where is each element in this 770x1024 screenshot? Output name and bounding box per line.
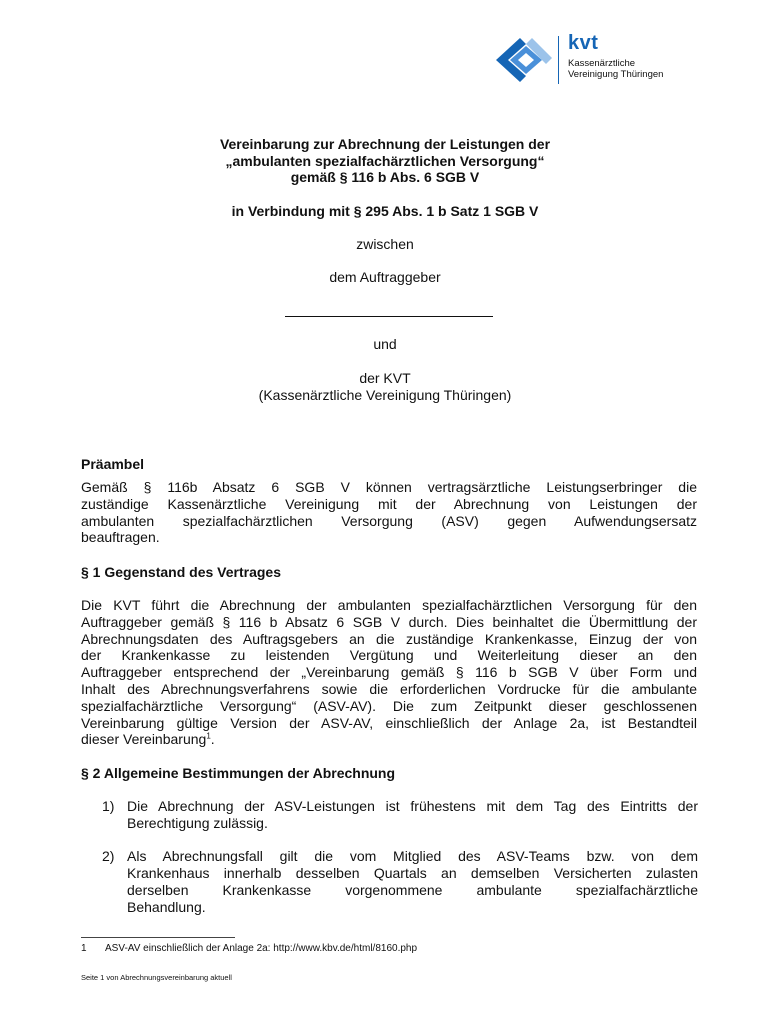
signature-line <box>285 316 493 317</box>
preamble-line: Gemäß § 116b Absatz 6 SGB V können vertragsärztliche Leistungserbringer die <box>81 479 697 495</box>
footnote-reference: 1 <box>206 731 211 741</box>
preamble-heading: Präambel <box>81 456 145 472</box>
section2-heading: § 2 Allgemeine Bestimmungen der Abrechnung <box>81 765 396 781</box>
kvt-logo-mark-icon <box>496 38 552 84</box>
page-footer: Seite 1 von Abrechnungsvereinbarung aktuell <box>81 973 232 982</box>
title-line-1: Vereinbarung zur Abrechnung der Leistungen der <box>219 136 551 152</box>
preamble-text <box>81 479 697 546</box>
section1-line: spezialfachärztliche Versorgung“ (ASV-AV). Die zum Zeitpunkt dieser geschlossenen <box>81 697 697 714</box>
list-item-line: Behandlung. <box>127 899 206 915</box>
section1-line-last <box>81 731 697 748</box>
title-line-4: in Verbindung mit § 295 Abs. 1 b Satz 1 SGB V <box>231 203 539 219</box>
footnote-text: ASV-AV einschließlich der Anlage 2a: http://www.kbv.de/html/8160.php <box>105 943 418 954</box>
list-item-number: 2) <box>102 848 115 864</box>
footnote-separator <box>81 937 235 938</box>
section1-line: Inhalt des Abrechnungsverfahrens sowie die erforderlichen Vordrucke für die ambulante <box>81 680 697 697</box>
preamble-line: zuständige Kassenärztliche Vereinigung mit der Abrechnung von Leistungen der <box>81 495 697 512</box>
footnote-number: 1 <box>81 943 87 954</box>
list-item-text <box>127 848 698 916</box>
list-item-line: Krankenhaus innerhalb desselben Quartals an demselben Versicherten zulasten <box>127 865 698 881</box>
section1-line: Auftraggeber gemäß § 116 b Absatz 6 SGB V durch. Dies beinhaltet die Übermittlung der <box>81 613 697 630</box>
list-item-line: Die Abrechnung der ASV-Leistungen ist frühestens mit dem Tag des Eintritts der <box>127 798 698 814</box>
logo-wordmark: kvt <box>568 32 599 54</box>
section1-line: Vereinbarung gültige Version der ASV-AV, einschließlich der Anlage 2a, ist Bestandteil <box>81 714 697 731</box>
list-item-number: 1) <box>102 798 115 814</box>
section1-line: Die KVT führt die Abrechnung der ambulanten spezialfachärztlichen Versorgung für den <box>81 597 697 613</box>
kvt-label: der KVT <box>359 370 411 386</box>
logo-line-1: Kassenärztliche <box>568 58 636 69</box>
and-label: und <box>373 336 397 352</box>
kvt-full-label: (Kassenärztliche Vereinigung Thüringen) <box>258 387 512 403</box>
list-item-line: derselben Krankenkasse vorgenommene ambulante spezialfachärztliche <box>127 882 698 898</box>
section1-line: der Krankenkasse zu leistenden Vergütung und Weiterleitung dieser an den <box>81 647 697 664</box>
list-item-line: Als Abrechnungsfall gilt die vom Mitglied des ASV-Teams bzw. von dem <box>127 848 698 864</box>
footnote <box>81 943 417 954</box>
client-label: dem Auftraggeber <box>329 269 441 285</box>
section1-line: Abrechnungsdaten des Auftragsgebers an die zuständige Krankenkasse, Einzug der von <box>81 630 697 647</box>
kvt-logo <box>496 32 666 88</box>
preamble-line: ambulanten spezialfachärztlichen Versorgung (ASV) gegen Aufwendungsersatz <box>81 512 697 529</box>
section1-heading: § 1 Gegenstand des Vertrages <box>81 564 281 580</box>
section1-line: Auftraggeber entsprechend der „Vereinbarung gemäß § 116 b SGB V über Form und <box>81 664 697 681</box>
list-item-text <box>127 798 698 832</box>
section1-text <box>81 597 697 748</box>
between-label: zwischen <box>356 236 414 252</box>
section1-line-end: . <box>210 731 215 748</box>
list-item-line: Berechtigung zulässig. <box>127 815 268 831</box>
title-line-3: gemäß § 116 b Abs. 6 SGB V <box>290 169 480 185</box>
section1-line: dieser Vereinbarung <box>81 731 207 748</box>
logo-divider <box>558 36 559 84</box>
title-line-2: „ambulanten spezialfachärztlichen Versorgung“ <box>225 153 545 169</box>
preamble-line: beauftragen. <box>81 529 160 546</box>
logo-line-2: Vereinigung Thüringen <box>568 69 664 80</box>
